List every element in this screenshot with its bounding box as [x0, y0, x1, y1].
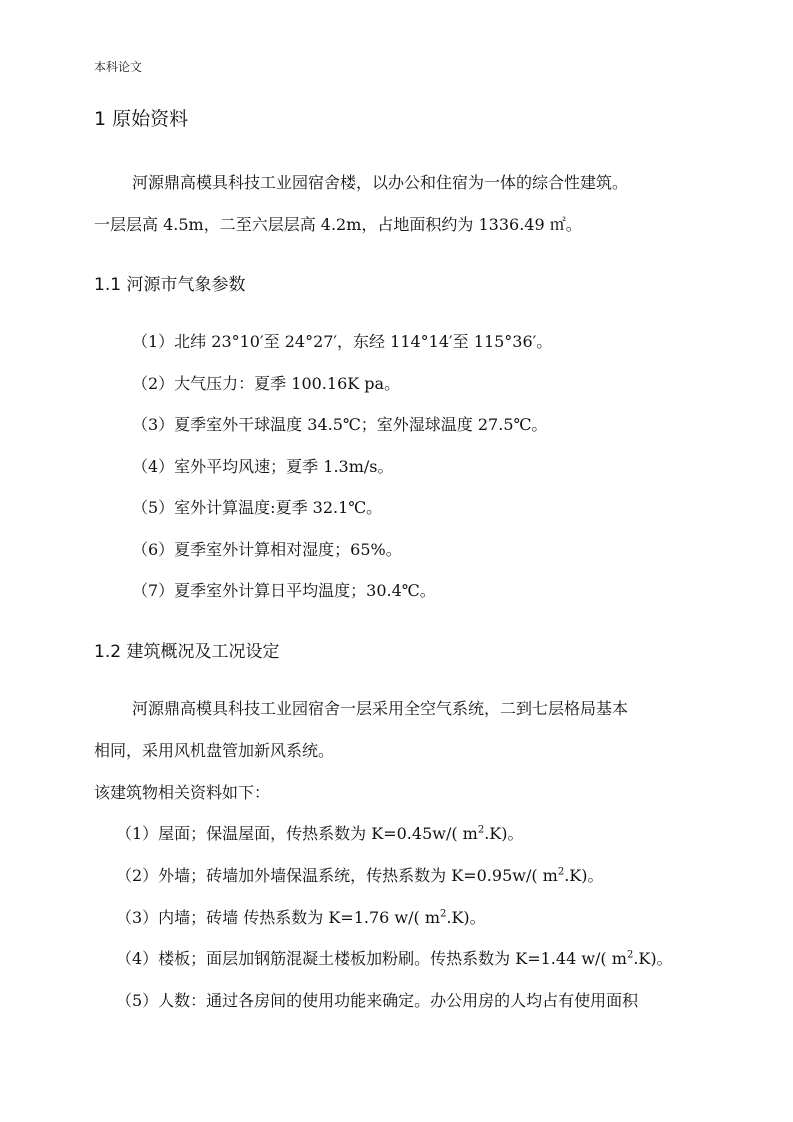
- section-1-2-paragraph-line-2: 相同，采用风机盘管加新风系统。: [94, 741, 335, 760]
- building-item-3: （3）内墙；砖墙 传热系数为 K=1.76 w/( $m^2.K$)。: [116, 908, 486, 927]
- section-1-heading: 1 原始资料: [94, 108, 189, 130]
- section-1-1-heading: 1.1 河源市气象参数: [94, 275, 246, 295]
- section-1-2-heading: 1.2 建筑概况及工况设定: [94, 642, 280, 662]
- weather-item-1: （1）北纬 23°10′至 24°27′，东经 114°14′至 115°36′。: [132, 332, 553, 351]
- weather-item-5: （5）室外计算温度:夏季 32.1℃。: [132, 498, 383, 517]
- weather-item-4: （4）室外平均风速；夏季 1.3m/s。: [132, 457, 394, 476]
- building-item-1: （1）屋面；保温屋面，传热系数为 K=0.45w/( $m^2.K$)。: [116, 824, 524, 843]
- weather-item-2: （2）大气压力：夏季 100.16K pa。: [132, 374, 401, 393]
- weather-item-7: （7）夏季室外计算日平均温度；30.4℃。: [132, 581, 436, 600]
- page-header: 本科论文: [94, 60, 143, 74]
- building-item-5: （5）人数：通过各房间的使用功能来确定。办公用房的人均占有使用面积: [116, 991, 639, 1010]
- building-data-intro: 该建筑物相关资料如下：: [94, 783, 271, 802]
- weather-item-3: （3）夏季室外干球温度 34.5℃；室外湿球温度 27.5℃。: [132, 415, 548, 434]
- building-item-2: （2）外墙；砖墙加外墙保温系统，传热系数为 K=0.95w/( $m^2.K$)。: [116, 866, 604, 885]
- weather-item-6: （6）夏季室外计算相对湿度；65%。: [132, 540, 402, 559]
- section-1-paragraph-line-2: 一层层高 4.5m，二至六层层高 4.2m，占地面积约为 1336.49 ㎡。: [94, 215, 582, 234]
- section-1-2-paragraph-line-1: 河源鼎高模具科技工业园宿舍一层采用全空气系统，二到七层格局基本: [132, 699, 629, 718]
- building-item-4: （4）楼板；面层加钢筋混凝土楼板加粉刷。传热系数为 K=1.44 w/( $m^2.K$)。: [116, 949, 673, 968]
- section-1-paragraph-line-1: 河源鼎高模具科技工业园宿舍楼，以办公和住宿为一体的综合性建筑。: [132, 173, 629, 192]
